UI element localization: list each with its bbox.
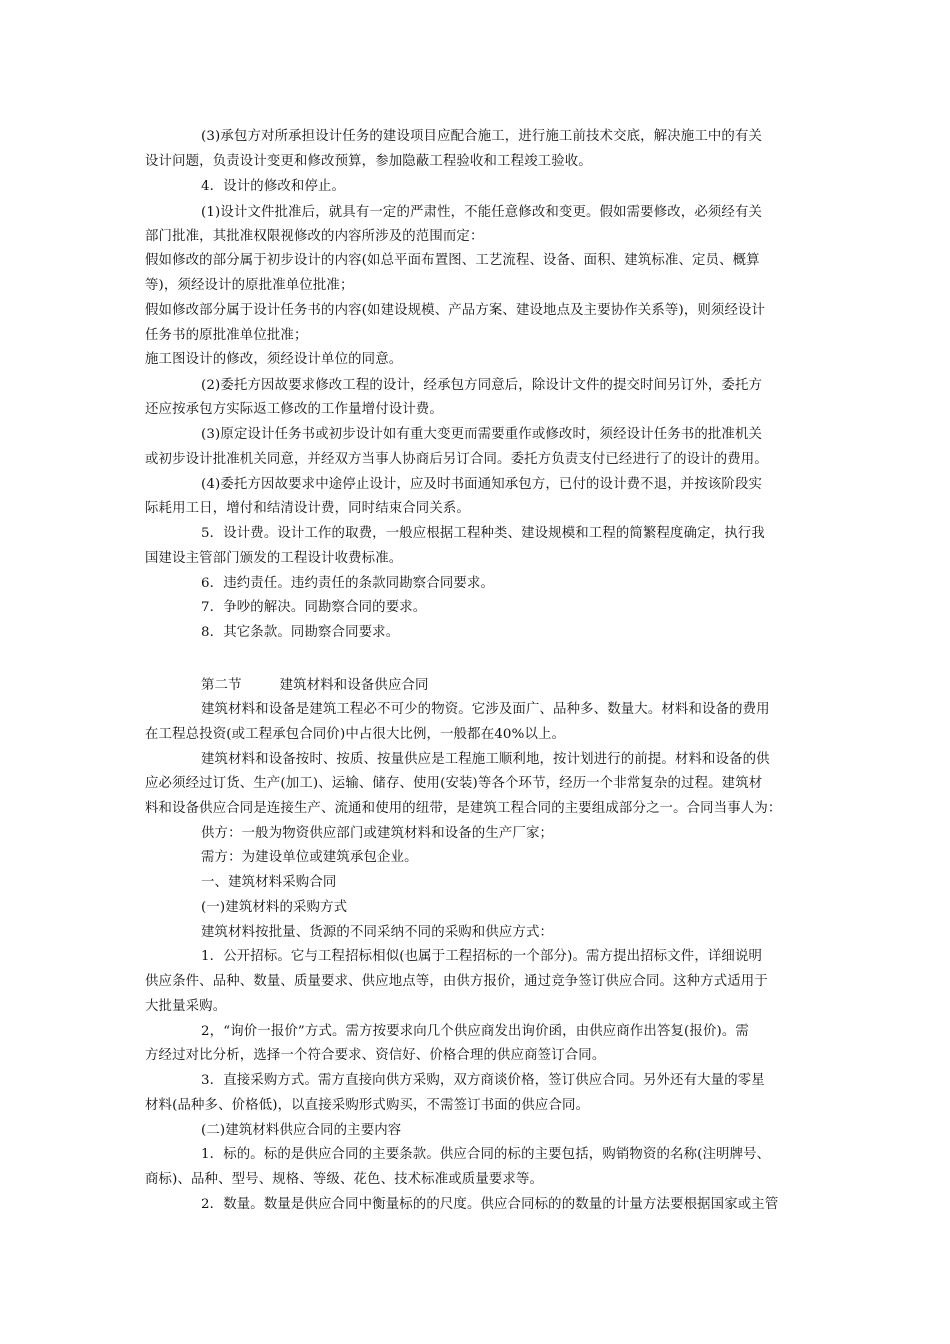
text-line: 料和设备供应合同是连接生产、流通和使用的纽带，是建筑工程合同的主要组成部分之一。合同当事人为： [145,801,782,816]
text-line: 供方：一般为物资供应部门或建筑材料和设备的生产厂家； [201,826,554,841]
text-line: 设计问题，负责设计变更和修改预算，参加隐蔽工程验收和工程竣工验收。 [145,154,592,169]
text-line: 4．设计的修改和停止。 [201,179,346,194]
text-line: 供应条件、品种、数量、质量要求、供应地点等，由供方报价，通过竞争签订供应合同。这种方式适用于 [145,974,768,989]
text-line: 部门批准，其批准权限视修改的内容所涉及的范围而定： [145,229,484,244]
text-line: 际耗用工日，增付和结清设计费，同时结束合同关系。 [145,501,470,516]
text-line: 建筑材料按批量、货源的不同采纳不同的采购和供应方式： [201,925,554,940]
text-line: 6．违约责任。违约责任的条款同勘察合同要求。 [201,576,495,591]
text-line: 建筑材料和设备按时、按质、按量供应是工程施工顺利地，按计划进行的前提。材料和设备的供 [201,752,770,767]
text-line: 1．标的。标的是供应合同的主要条款。供应合同的标的主要包括，购销物资的名称(注明牌号、 [201,1147,771,1162]
text-line: (1)设计文件批准后，就具有一定的严肃性，不能任意修改和变更。假如需要修改，必须经有关 [201,205,763,220]
text-line: 5．设计费。设计工作的取费，一般应根据工程种类、建设规模和工程的简繁程度确定，执行我 [201,526,765,541]
text-line: 商标)、品种、型号、规格、等级、花色、技术标准或质量要求等。 [145,1172,544,1187]
text-line: 或初步设计批准机关同意，并经双方当事人协商后另订合同。委托方负责支付已经进行了的设计的费用。 [145,452,768,467]
text-line: 等)，须经设计的原批准单位批准； [145,278,354,293]
text-line: 国建设主管部门颁发的工程设计收费标准。 [145,551,403,566]
text-line: (4)委托方因故要求中途停止设计，应及时书面通知承包方，已付的设计费不退，并按该阶段实 [201,477,763,492]
text-line: (2)委托方因故要求修改工程的设计，经承包方同意后，除设计文件的提交时间另订外，委托方 [201,378,763,393]
section-title: 建筑材料和设备供应合同 [279,678,429,693]
text-line: 需方：为建设单位或建筑承包企业。 [201,850,418,865]
text-line: (3)承包方对所承担设计任务的建设项目应配合施工，进行施工前技术交底，解决施工中的有关 [201,129,763,144]
text-line: 一、建筑材料采购合同 [201,875,337,890]
text-line: (二)建筑材料供应合同的主要内容 [201,1123,402,1138]
text-line: 3．直接采购方式。需方直接向供方采购，双方商谈价格，签订供应合同。另外还有大量的零星 [201,1073,765,1088]
section-heading [201,674,881,698]
text-line: 假如修改部分属于设计任务书的内容(如建设规模、产品方案、建设地点及主要协作关系等)，则须经设计 [145,303,766,318]
text-line: 8．其它条款。同勘察合同要求。 [201,625,400,640]
text-line: 大批量采购。 [145,999,227,1014]
text-line: 方经过对比分析，选择一个符合要求、资信好、价格合理的供应商签订合同。 [145,1048,606,1063]
text-line: (一)建筑材料的采购方式 [201,900,348,915]
text-line: 2，“询价一报价”方式。需方按要求向几个供应商发出询价函，由供应商作出答复(报价)。需 [201,1024,749,1039]
text-line: 建筑材料和设备是建筑工程必不可少的物资。它涉及面广、品种多、数量大。材料和设备的费用 [201,702,770,717]
text-line: 应必须经过订货、生产(加工)、运输、储存、使用(安装)等各个环节，经历一个非常复杂的过程。建筑材 [145,776,763,791]
text-line: (3)原定设计任务书或初步设计如有重大变更而需要重作或修改时，须经设计任务书的批准机关 [201,427,763,442]
text-line: 假如修改的部分属于初步设计的内容(如总平面布置图、工艺流程、设备、面积、建筑标准、定员、概算 [145,253,760,268]
text-line: 任务书的原批准单位批准； [145,328,308,343]
text-line: 还应按承包方实际返工修改的工作量增付设计费。 [145,402,443,417]
text-line: 1．公开招标。它与工程招标相似(也属于工程招标的一个部分)。需方提出招标文件，详细说明 [201,949,763,964]
section-number: 第二节 [201,678,242,693]
text-line: 施工图设计的修改，须经设计单位的同意。 [145,352,403,367]
text-line: 在工程总投资(或工程承包合同价)中占很大比例，一般都在40%以上。 [145,727,566,742]
text-line: 材料(品种多、价格低)，以直接采购形式购买，不需签订书面的供应合同。 [145,1098,590,1113]
text-line: 7．争吵的解决。同勘察合同的要求。 [201,600,427,615]
text-line: 2．数量。数量是供应合同中衡量标的的尺度。供应合同标的的数量的计量方法要根据国家或主管 [201,1197,779,1212]
